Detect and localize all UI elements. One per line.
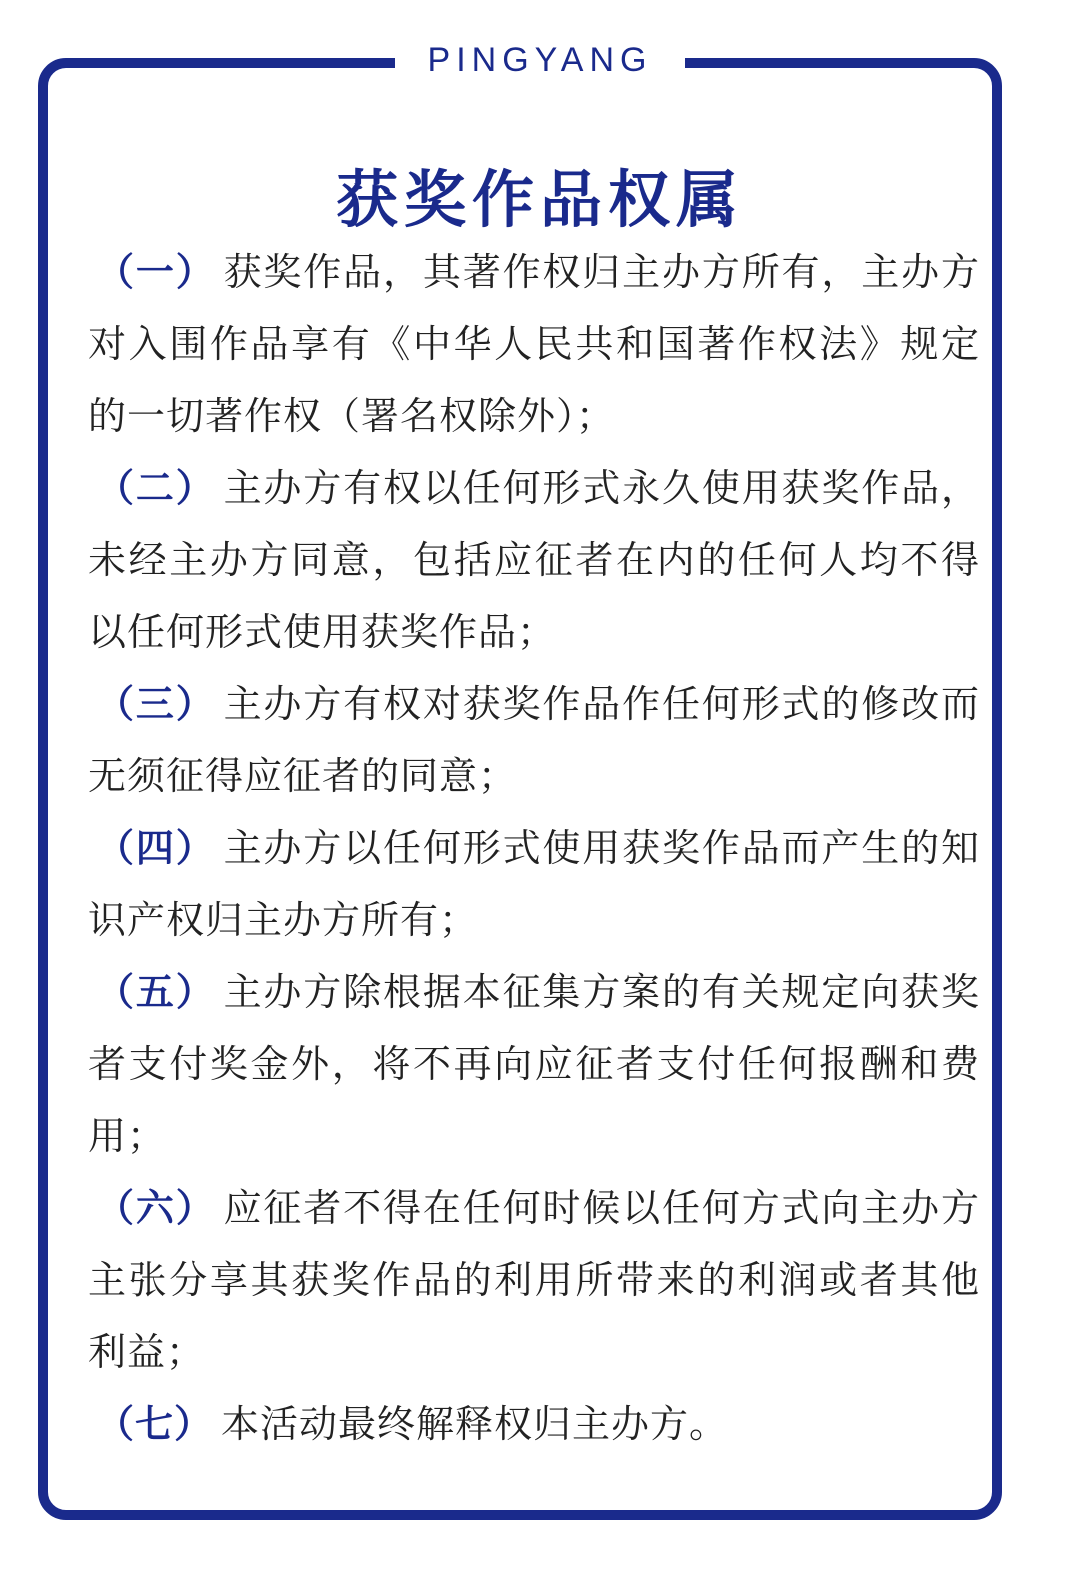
clause-marker: （五） [96, 970, 216, 1014]
clause-marker: （七） [96, 1402, 214, 1446]
clause-marker: （六） [96, 1186, 216, 1230]
clause-1 [88, 236, 980, 452]
clause-text: 主办方除根据本征集方案的有关规定向获奖者支付奖金外，将不再向应征者支付任何报酬和费用； [88, 970, 980, 1158]
clause-text: 应征者不得在任何时候以任何方式向主办方主张分享其获奖作品的利用所带来的利润或者其他利益； [88, 1186, 980, 1374]
clause-5 [88, 956, 980, 1172]
clause-3 [88, 668, 980, 812]
clause-text: 获奖作品，其著作权归主办方所有，主办方对入围作品享有《中华人民共和国著作权法》规定的一切著作权（署名权除外）； [88, 250, 980, 438]
clause-marker: （一） [96, 250, 216, 294]
clause-6 [88, 1172, 980, 1388]
clause-text: 主办方以任何形式使用获奖作品而产生的知识产权归主办方所有； [88, 826, 980, 942]
brand-label: PINGYANG [427, 41, 653, 79]
clause-2 [88, 452, 980, 668]
clause-text: 主办方有权以任何形式永久使用获奖作品，未经主办方同意，包括应征者在内的任何人均不得以任何形式使用获奖作品； [88, 466, 980, 654]
page-title: 获奖作品权属 [335, 162, 744, 236]
clause-marker: （二） [96, 466, 216, 510]
clause-marker: （三） [96, 682, 216, 726]
clause-marker: （四） [96, 826, 216, 870]
clause-list [88, 236, 980, 1460]
clause-text: 主办方有权对获奖作品作任何形式的修改而无须征得应征者的同意； [88, 682, 980, 798]
clause-text: 本活动最终解释权归主办方。 [221, 1402, 729, 1446]
clause-4 [88, 812, 980, 956]
clause-7 [88, 1388, 980, 1460]
